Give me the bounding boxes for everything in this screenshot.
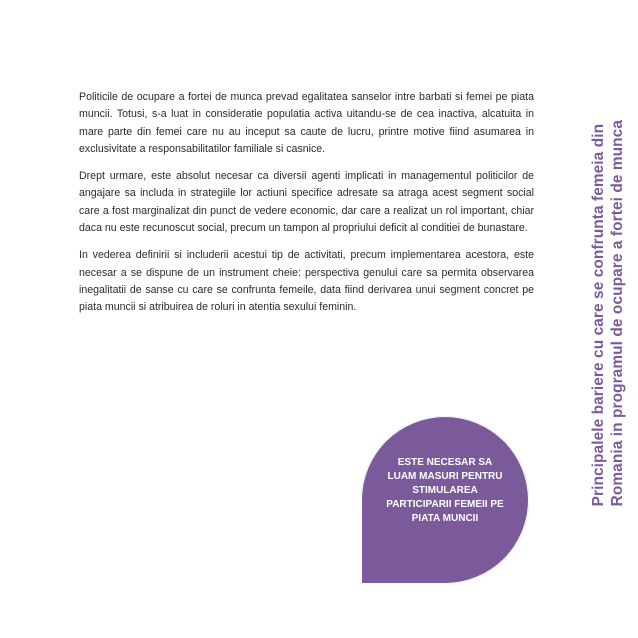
paragraph-2: Drept urmare, este absolut necesar ca diversii agenti implicati in managementul politicilor de angajare sa includa in strategiile lor actiuni specifice adresate sa atraga acest segment social care a fost marginalizat din punct de vedere economic, dar care a realizat un rol important, chiar daca nu este recunoscut social, precum un tampon al propriului deficit al conditiei de bunastare. bbox=[79, 170, 534, 235]
side-title bbox=[586, 120, 630, 530]
callout-text: ESTE NECESAR SA LUAM MASURI PENTRU STIMULAREA PARTICIPARII FEMEII PE PIATA MUNCII bbox=[386, 457, 504, 524]
side-title-line-2: Romania in programul de ocupare a fortei de munca bbox=[609, 120, 626, 507]
callout-bubble bbox=[361, 416, 529, 584]
side-title-line-1: Principalele bariere cu care se confrunta femeia din bbox=[590, 123, 607, 507]
paragraph-1: Politicile de ocupare a fortei de munca prevad egalitatea sanselor intre barbati si femei pe piata muncii. Totusi, s-a luat in consideratie populatia activa uitandu-se de cea inactiva, alcatuita in mare parte din femei care nu au inceput sa caute de lucru, printre motive fiind asumarea in exclusivitate a responsabilitatilor familiale si casnice. bbox=[79, 91, 534, 155]
body-text bbox=[79, 89, 534, 327]
side-title-text bbox=[589, 120, 627, 506]
paragraph-3: In vederea definirii si includerii acestui tip de activitati, precum implementarea acestora, este necesar a se dispune de un instrument cheie: perspectiva genului care sa permita observarea inegalitatii de sanse cu care se confrunta femeile, data fiind derivarea unui segment concret pe piata muncii si atribuirea de roluri in atentia sexului feminin. bbox=[79, 249, 534, 314]
